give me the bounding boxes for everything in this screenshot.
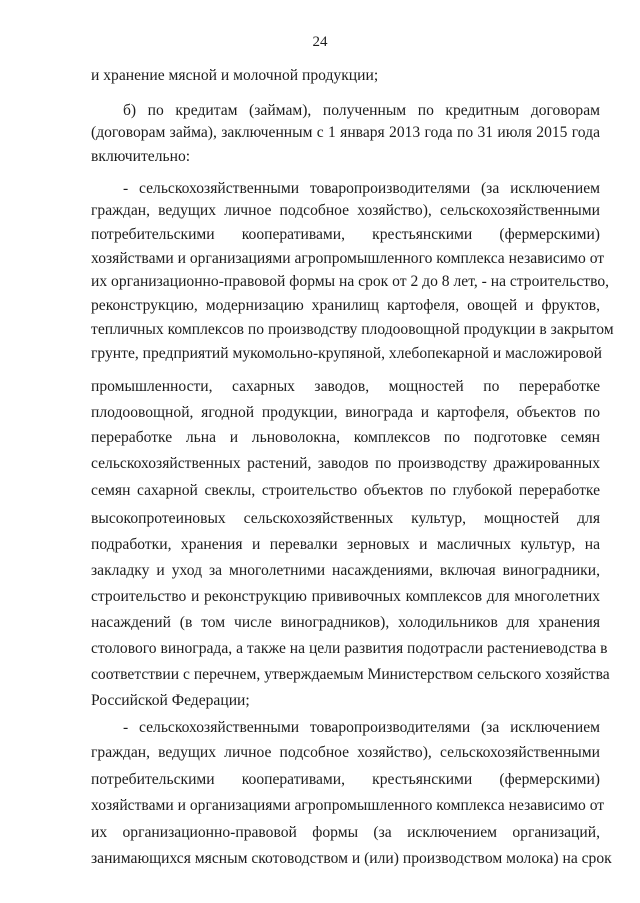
text-line: соответствии с перечнем, утверждаемым Министерством сельского хозяйства [91, 666, 610, 683]
text-line: тепличных комплексов по производству плодоовощной продукции в закрытом [91, 321, 614, 338]
text-line: реконструкцию, модернизацию хранилищ картофеля, овощей и фруктов, [91, 297, 600, 314]
text-line: столового винограда, а также на цели развития подотрасли растениеводства в [91, 640, 608, 657]
text-line: граждан, ведущих личное подсобное хозяйство), сельскохозяйственными [91, 744, 600, 761]
text-line: (договорам займа), заключенным с 1 января 2013 года по 31 июля 2015 года [91, 124, 600, 141]
text-line: включительно: [91, 148, 191, 165]
text-line: грунте, предприятий мукомольно-крупяной, хлебопекарной и масложировой [91, 345, 603, 362]
text-line: их организационно-правовой формы на срок от 2 до 8 лет, - на строительство, [91, 273, 610, 290]
text-line: потребительскими кооперативами, крестьянскими (фермерскими) [91, 771, 600, 788]
text-line: строительство и реконструкцию прививочных комплексов для многолетних [91, 588, 600, 605]
page-number: 24 [312, 34, 328, 50]
text-line: Российской Федерации; [91, 692, 250, 709]
text-line: высокопротеиновых сельскохозяйственных культур, мощностей для [91, 510, 600, 527]
text-line: семян сахарной свеклы, строительство объектов по глубокой переработке [91, 482, 600, 499]
text-line: граждан, ведущих личное подсобное хозяйство), сельскохозяйственными [91, 202, 600, 219]
text-line: закладку и уход за многолетними насаждениями, включая виноградники, [91, 562, 600, 579]
text-line: их организационно-правовой формы (за исключением организаций, [91, 824, 600, 841]
text-line: хозяйствами и организациями агропромышленного комплекса независимо от [91, 797, 605, 814]
text-line: плодоовощной, ягодной продукции, винограда и картофеля, объектов по [91, 404, 600, 421]
text-line: хозяйствами и организациями агропромышленного комплекса независимо от [91, 250, 605, 267]
text-line: сельскохозяйственных растений, заводов по производству дражированных [91, 455, 600, 472]
text-line: и хранение мясной и молочной продукции; [91, 67, 379, 84]
text-line: - сельскохозяйственными товаропроизводителями (за исключением [123, 180, 600, 197]
text-line: - сельскохозяйственными товаропроизводителями (за исключением [123, 719, 600, 736]
text-line: б) по кредитам (займам), полученным по кредитным договорам [123, 102, 600, 119]
text-line: насаждений (в том числе виноградников), холодильников для хранения [91, 614, 600, 631]
text-line: потребительскими кооперативами, крестьянскими (фермерскими) [91, 226, 600, 243]
text-line: промышленности, сахарных заводов, мощностей по переработке [91, 378, 600, 395]
text-line: переработке льна и льноволокна, комплексов по подготовке семян [91, 429, 600, 446]
text-line: подработки, хранения и перевалки зерновых и масличных культур, на [91, 536, 600, 553]
text-line: занимающихся мясным скотоводством и (или) производством молока) на срок [91, 850, 612, 867]
